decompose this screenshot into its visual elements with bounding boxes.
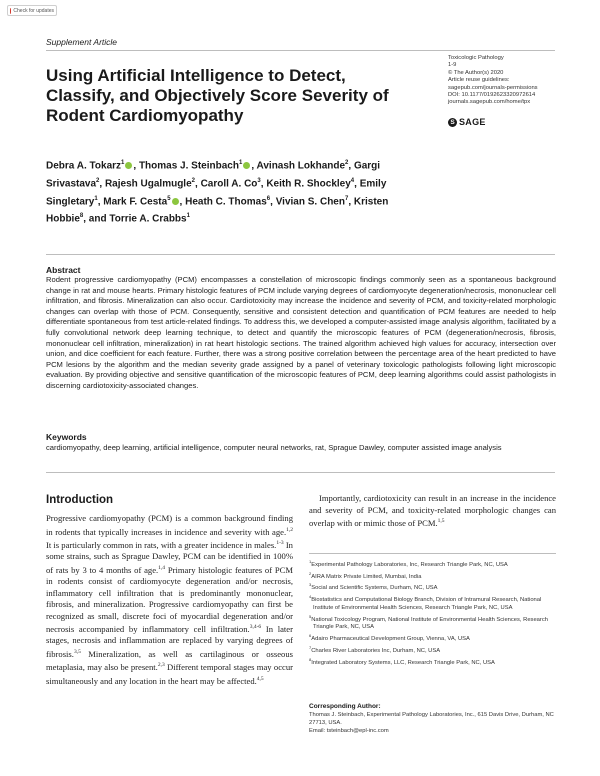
check-updates-label: Check for updates [13,7,54,14]
citation-ref[interactable]: 2,3 [157,662,165,669]
abstract-heading: Abstract [46,265,81,275]
author-name: Emily Singletary [46,178,387,207]
affiliation-number: 6 [309,633,312,639]
affiliation-item [309,656,559,668]
update-dot-icon [10,8,11,14]
corresponding-email[interactable]: Email: tsteinbach@epl-inc.com [309,727,389,734]
affiliation-text: Integrated Laboratory Systems, LLC, Research Triangle Park, NC, USA [311,659,495,666]
corresponding-address: Thomas J. Steinbach, Experimental Pathology Laboratories, Inc., 615 Davis Drive, Durham, NC 27713, USA. [309,712,554,726]
author-affiliation-mark: 2 [345,160,349,166]
citation-ref[interactable]: 1,5 [437,518,445,524]
author-affiliation-mark: 1 [94,195,98,202]
journal-line: DOI: 10.1177/0192623320972614 [448,92,536,99]
affiliation-item [309,581,559,593]
orcid-icon[interactable] [125,162,132,169]
header-rule [46,50,555,51]
author-name: Vivian S. Chen [275,195,345,207]
introduction-column-2 [309,493,556,529]
affiliation-number: 3 [309,582,312,588]
affiliation-item [309,558,559,570]
author-name: Thomas J. Steinbach [138,160,239,172]
journal-line: journals.sagepub.com/home/tpx [448,99,531,106]
author-name: Rajesh Ugalmugle [104,178,192,190]
body-text: It is particularly common in rats, with a greater incidence in males. [46,539,277,550]
affiliation-number: 4 [309,594,312,600]
citation-ref[interactable]: 3,5 [73,648,81,655]
journal-info [448,55,538,107]
affiliation-number: 7 [309,644,312,650]
journal-line: © The Author(s) 2020 [448,69,504,76]
body-text: In later stages, necrosis and inflammation are replaced by varying degrees of fibrosis. [46,623,293,659]
affiliation-number: 5 [309,613,312,619]
affiliation-item [309,570,559,582]
author-affiliation-mark: 4 [350,177,355,184]
orcid-icon[interactable] [243,162,250,169]
affiliation-text: National Toxicology Program, National Institute of Environmental Health Sciences, Research Triangle Park, NC, USA [311,616,548,631]
abstract-top-rule [46,254,555,255]
affiliation-text: Social and Scientific Systems, Durham, NC, USA [311,585,438,592]
affiliation-text: Biostatistics and Computational Biology Branch, Division of Intramural Research, National Institute of Environmental Health Sciences, Research Triangle Park, NC, USA [311,597,542,611]
author-name: Keith R. Shockley [266,178,351,190]
body-text: Different temporal stages may occur simultaneously and any location in the heart may be affected. [46,662,293,686]
affiliation-number: 8 [309,656,312,662]
sage-logo-icon: S [448,118,457,127]
citation-ref[interactable]: 1,4 [158,564,166,571]
author-affiliation-mark: 2 [96,177,100,184]
citation-ref[interactable]: 1,2 [286,526,293,533]
body-text: Progressive cardiomyopathy (PCM) is a common background finding in rodents that typically increases in incidence and severity with age. [46,513,293,537]
author-affiliation-mark: 5 [167,195,171,202]
abstract-text: Rodent progressive cardiomyopathy (PCM) encompasses a constellation of microscopic findings commonly seen as a spontaneous background change in rat and mouse hearts. Primary histologic features of PCM include varying degrees of cardiomyocyte degeneration/necrosis, mononuclear cell infiltration, and fibrosis. Mineralization can also occur. Cardiotoxicity may increase the incidence and severity of PCM, and toxicity-related morphologic changes can overlap with those of PCM. Consequently, sensitive and consistent detection and quantification of PCM features are needed to help differentiate spontaneous from test article-related findings. To address this, we developed a computer-assisted image analysis algorithm, facilitated by a fully convolutional network deep learning technique, to detect and quantify the microscopic features of PCM (degeneration/necrosis, fibrosis, mononuclear cell infiltration, mineralization) in rat heart histologic sections. The trained algorithm achieved high values for accuracy, intersection over union, and dice coefficient for each feature. Further, there was a strong positive correlation between the percentage area of the heart predicted to have PCM lesions by the algorithm and the median severity grade assigned by a panel of veterinary toxicologic pathologists following light microscopic evaluation. By providing objective and sensitive quantification of the microscopic features of PCM, deep learning algorithms could assist pathologists in discerning cardiotoxicity-associated changes. [46,275,556,390]
affiliation-item [309,593,559,613]
citation-ref[interactable]: 4,5 [256,675,264,682]
body-text: In some strains, such as Sprague Dawley, PCM can be identified in 100% of rats by 3 to 4 months of age. [46,539,293,575]
affiliation-number: 2 [309,570,312,576]
introduction-heading: Introduction [46,494,114,506]
author-affiliation-mark: 8 [79,213,84,220]
affiliation-text: Adairo Pharmaceutical Development Group, Vienna, VA, USA [311,636,470,643]
author-affiliation-mark: 1 [238,160,243,166]
author-name: Gargi Srivastava [46,160,381,190]
author-name: Mark F. Cesta [103,195,168,207]
journal-line: 1-9 [448,62,457,69]
citation-ref[interactable]: 1-3 [276,539,284,546]
citation-ref[interactable]: 3,4-6 [249,624,262,631]
affiliation-text: AIRA Matrix Private Limited, Mumbai, India [311,573,422,580]
journal-line: Article reuse guidelines: [448,77,510,84]
author-affiliation-mark: 6 [266,195,271,202]
footnote-rule [309,553,556,554]
orcid-icon[interactable] [172,198,179,205]
affiliation-text: Experimental Pathology Laboratories, Inc, Research Triangle Park, NC, USA [311,561,508,568]
body-text: Importantly, cardiotoxicity can result in an increase in the incidence and severity of PCM, and toxicity-related morphologic changes can overlap with or mimic those of PCM. [309,493,556,528]
author-name: Kristen Hobbie [46,195,389,225]
author-affiliation-mark: 3 [257,177,261,184]
journal-line: Toxicologic Pathology [448,55,504,61]
affiliation-list [309,558,559,667]
introduction-column-1 [46,513,293,687]
check-for-updates-badge[interactable] [7,5,57,16]
author-name: Heath C. Thomas [185,195,267,207]
author-affiliation-mark: 1 [121,160,125,166]
author-affiliation-mark: 1 [186,213,190,220]
journal-line: sagepub.com/journals-permissions [448,84,538,91]
corresponding-details [309,712,559,735]
author-name: Avinash Lokhande [256,160,346,172]
author-name: Debra A. Tokarz [46,160,122,172]
author-affiliation-mark: 7 [344,195,349,202]
keywords-bottom-rule [46,472,555,473]
article-type: Supplement Article [46,37,118,47]
author-affiliation-mark: 2 [191,177,195,184]
keywords-heading: Keywords [46,432,87,442]
publisher-name: SAGE [459,117,486,127]
author-name: Caroll A. Co [200,178,258,190]
article-title: Using Artificial Intelligence to Detect, Classify, and Objectively Score Severity of Rodent Cardiomyopathy [46,66,389,125]
affiliation-text: Charles River Laboratories Inc, Durham, NC, USA [311,647,441,654]
affiliation-item [309,632,559,644]
keywords-text: cardiomyopathy, deep learning, artificial intelligence, computer neural networks, rat, Sprague Dawley, computer assisted image analysis [46,443,502,452]
corresponding-heading: Corresponding Author: [309,703,381,710]
author-list: Debra A. Tokarz$^1$ , Thomas J. Steinbach$^1$ , Avinash Lokhande$^2$, Gargi Srivastava$^2$, Rajesh Ugalmugle$^2$, Caroll A. Co$^3$, Keith R. Shockley$^4$, Emily Singletary$^1$, Mark F. Cesta$^5$ , Heath C. Thomas$^6$, Vivian S. Chen$^7$, Kristen Hobbie$^8$, and Torrie A. Crabbs$^1$ [46,160,389,225]
publisher-logo [448,117,486,127]
affiliation-item [309,613,559,633]
author-name: Torrie A. Crabbs [109,213,187,225]
affiliation-number: 1 [309,559,312,564]
affiliation-item [309,644,559,656]
body-text: Primary histologic features of PCM in rodents consist of cardiomyocyte degeneration and/or necrosis, inflammatory cell infiltration that is predominantly mononuclear, fibrosis, and mineralization. Progressive cardiomyopathy can first be recognized as small, discrete foci of myocardial degeneration and/or necrosis accompanied by inflammatory cell infiltration. [46,564,293,634]
body-text: Mineralization, as well as cartilaginous or osseous metaplasia, may also be present. [46,648,293,673]
